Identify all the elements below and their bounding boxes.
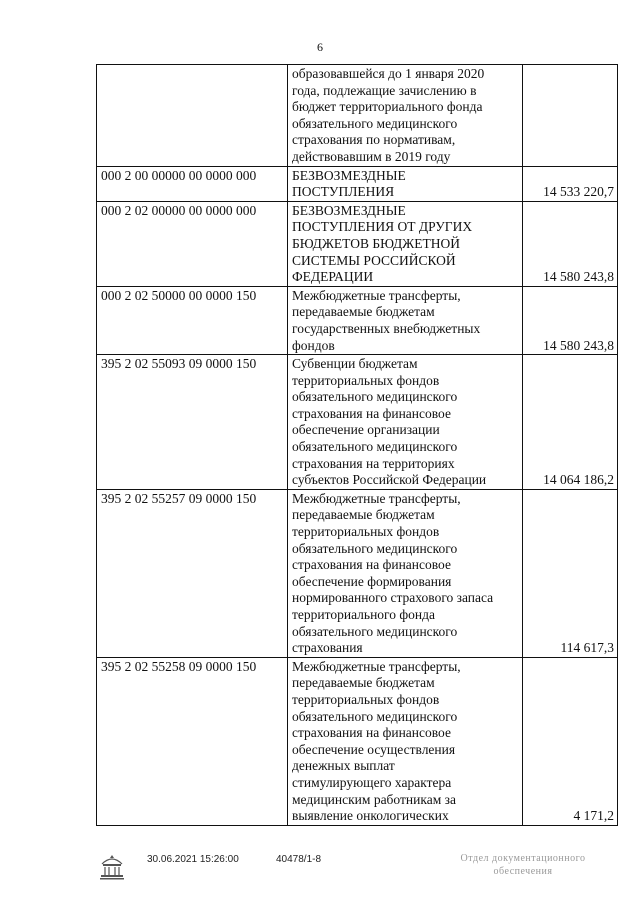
table-row (97, 286, 618, 354)
income-name-line: БЕЗВОЗМЕЗДНЫЕ (292, 167, 406, 183)
income-name-line: Межбюджетные трансферты, (292, 658, 461, 674)
income-name-line: Межбюджетные трансферты, (292, 490, 461, 506)
table-row (97, 355, 618, 490)
amount: 114 617,3 (523, 489, 618, 657)
table-row (97, 657, 618, 825)
income-name-line: действовавшим в 2019 году (292, 148, 451, 164)
page-number: 6 (317, 40, 323, 54)
table-row (97, 489, 618, 657)
income-name-line: БЕЗВОЗМЕЗДНЫЕ (292, 202, 406, 218)
income-name-line: страхования по нормативам, (292, 132, 456, 148)
income-name-line: фондов (292, 337, 335, 353)
income-name-line: обязательного медицинского (292, 115, 458, 131)
income-name-line: обязательного медицинского (292, 708, 458, 724)
amount: 14 533 220,7 (523, 166, 618, 201)
amount: 4 171,2 (523, 657, 618, 825)
amount: 14 064 186,2 (523, 355, 618, 490)
income-name-line: страхования на территориях (292, 455, 455, 471)
classification-code (97, 65, 288, 167)
classification-code: 000 2 00 00000 00 0000 000 (97, 166, 288, 201)
amount: 14 580 243,8 (523, 286, 618, 354)
amount: 14 580 243,8 (523, 201, 618, 286)
classification-code: 395 2 02 55258 09 0000 150 (97, 657, 288, 825)
income-name-line: года, подлежащие зачислению в (292, 82, 477, 98)
classification-code: 395 2 02 55093 09 0000 150 (97, 355, 288, 490)
income-name-line: Межбюджетные трансферты, (292, 287, 461, 303)
income-name-line: обеспечение осуществления (292, 741, 456, 757)
income-name-line: бюджет территориального фонда (292, 99, 483, 115)
income-name (288, 201, 523, 286)
income-name (288, 657, 523, 825)
income-name-line: обязательного медицинского (292, 623, 458, 639)
budget-table (96, 64, 618, 826)
emblem-icon (97, 852, 127, 882)
classification-code: 395 2 02 55257 09 0000 150 (97, 489, 288, 657)
budget-table-body (97, 65, 618, 826)
stamp-line-1: Отдел документационного (460, 853, 586, 864)
income-name-line: субъектов Российской Федерации (292, 472, 487, 488)
income-name-line: страхования на финансовое (292, 725, 451, 741)
income-name-line: денежных выплат (292, 758, 395, 774)
income-name (288, 355, 523, 490)
amount (523, 65, 618, 167)
stamp-line-2: обеспечения (493, 866, 553, 877)
income-name-line: передаваемые бюджетам (292, 675, 435, 691)
document-number: 40478/1-8 (276, 854, 322, 865)
income-name (288, 286, 523, 354)
income-name (288, 489, 523, 657)
income-name-line: территориальных фондов (292, 691, 440, 707)
classification-code: 000 2 02 00000 00 0000 000 (97, 201, 288, 286)
income-name-line: передаваемые бюджетам (292, 507, 435, 523)
income-name-line: страхования на финансовое (292, 557, 451, 573)
income-name-line: Субвенции бюджетам (292, 356, 418, 372)
classification-code: 000 2 02 50000 00 0000 150 (97, 286, 288, 354)
income-name-line: страхования на финансовое (292, 405, 451, 421)
income-name-line: обязательного медицинского (292, 540, 458, 556)
income-name-line: обеспечение организации (292, 422, 440, 438)
income-name-line: образовавшейся до 1 января 2020 (292, 66, 485, 81)
income-name-line: БЮДЖЕТОВ БЮДЖЕТНОЙ (292, 235, 461, 251)
timestamp: 30.06.2021 15:26:00 (147, 854, 239, 865)
income-name-line: выявление онкологических (292, 808, 449, 824)
income-name-line: ПОСТУПЛЕНИЯ ОТ ДРУГИХ (292, 219, 473, 235)
income-name-line: государственных внебюджетных (292, 320, 481, 336)
table-row (97, 201, 618, 286)
income-name-line: ФЕДЕРАЦИИ (292, 269, 374, 285)
footer (0, 850, 640, 890)
income-name-line: ПОСТУПЛЕНИЯ (292, 184, 395, 200)
income-name-line: обеспечение формирования (292, 573, 452, 589)
income-name (288, 166, 523, 201)
income-name-line: СИСТЕМЫ РОССИЙСКОЙ (292, 252, 456, 268)
income-name-line: обязательного медицинского (292, 389, 458, 405)
table-row (97, 65, 618, 167)
income-name-line: страхования (292, 640, 363, 656)
income-name-line: медицинским работникам за (292, 791, 456, 807)
department-stamp (438, 852, 608, 878)
income-name-line: территориальных фондов (292, 524, 440, 540)
income-name (288, 65, 523, 167)
income-name-line: территориальных фондов (292, 372, 440, 388)
income-name-line: обязательного медицинского (292, 439, 458, 455)
income-name-line: территориального фонда (292, 607, 435, 622)
income-name-line: передаваемые бюджетам (292, 304, 435, 320)
table-row (97, 166, 618, 201)
income-name-line: нормированного страхового запаса (292, 590, 494, 606)
income-name-line: стимулирующего характера (292, 774, 452, 790)
